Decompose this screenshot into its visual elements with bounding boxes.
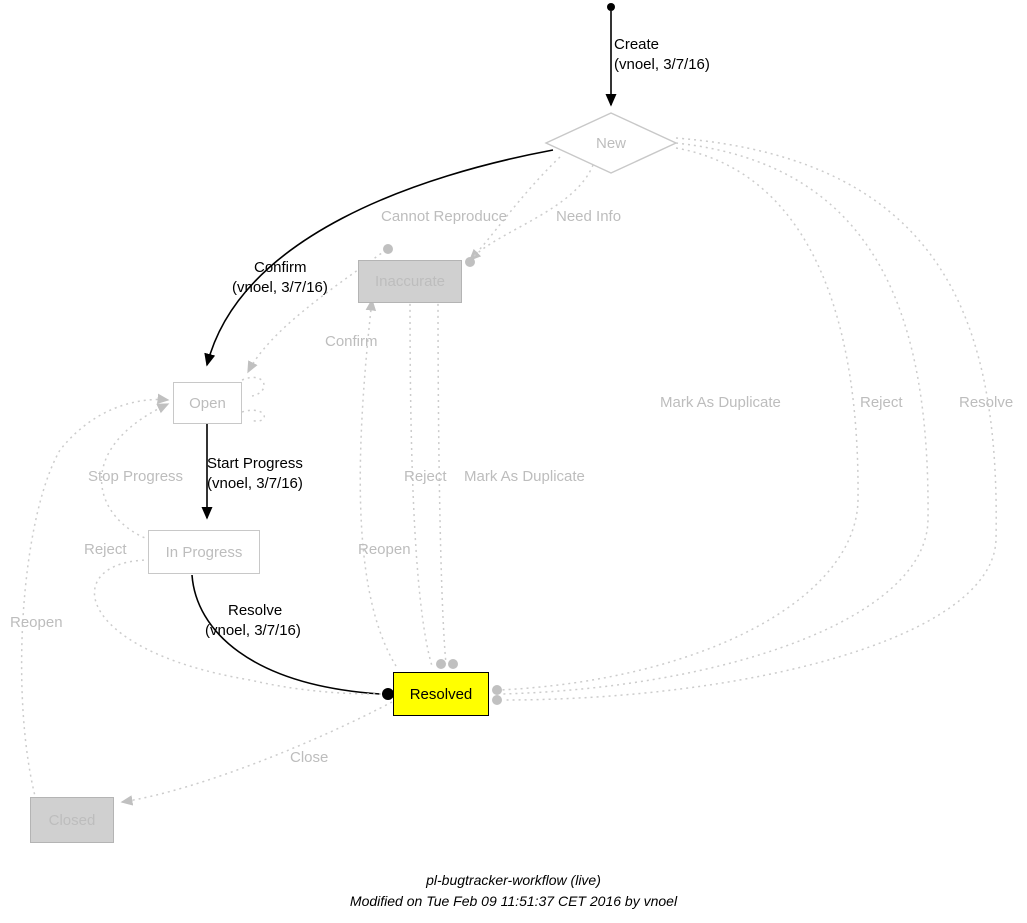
transition-reject-mid: Reject bbox=[404, 468, 447, 485]
transition-need-info: Need Info bbox=[556, 208, 622, 225]
node-new-text: New bbox=[595, 134, 626, 152]
edge-mark-as-duplicate-right bbox=[500, 148, 858, 690]
node-open-label: Open bbox=[189, 394, 226, 412]
transition-confirm-new-open-detail: (vnoel, 3/7/16) bbox=[232, 279, 328, 297]
node-closed-label: Closed bbox=[48, 811, 96, 829]
transition-resolve-main-label: Resolve bbox=[228, 602, 283, 619]
transition-reopen-left: Reopen bbox=[10, 614, 63, 631]
start-node bbox=[607, 3, 615, 11]
transition-confirm-new-open-label: Confirm bbox=[254, 259, 307, 276]
edge-open-loop-1 bbox=[242, 377, 264, 396]
transition-start-progress bbox=[207, 454, 303, 495]
node-closed[interactable] bbox=[30, 797, 114, 843]
transition-confirm-new-open bbox=[232, 258, 328, 299]
transition-create bbox=[614, 35, 710, 76]
transition-resolve-main-detail: (vnoel, 3/7/16) bbox=[205, 622, 301, 640]
transition-confirm-dim: Confirm bbox=[325, 333, 378, 350]
transition-resolve-main bbox=[205, 601, 301, 642]
transition-create-label: Create bbox=[614, 36, 660, 53]
diagram-title: pl-bugtracker-workflow (live) bbox=[426, 872, 601, 888]
transition-resolve-right: Resolve bbox=[959, 394, 1014, 411]
edge-reopen-mid bbox=[360, 300, 396, 666]
transition-reject-right: Reject bbox=[860, 394, 903, 411]
transition-close: Close bbox=[290, 749, 329, 766]
node-open[interactable] bbox=[173, 382, 242, 424]
transition-start-progress-label: Start Progress bbox=[207, 455, 303, 472]
transition-cannot-reproduce: Cannot Reproduce bbox=[381, 208, 507, 225]
transition-reject-left: Reject bbox=[84, 541, 127, 558]
transition-start-progress-detail: (vnoel, 3/7/16) bbox=[207, 475, 303, 493]
node-in-progress[interactable] bbox=[148, 530, 260, 574]
transition-reopen-mid: Reopen bbox=[358, 541, 411, 558]
node-inaccurate-label: Inaccurate bbox=[374, 273, 446, 290]
node-resolved[interactable] bbox=[393, 672, 489, 716]
node-in-progress-label: In Progress bbox=[165, 543, 243, 561]
edge-close bbox=[122, 702, 392, 802]
transition-stop-progress: Stop Progress bbox=[88, 468, 184, 485]
edge-reject-right bbox=[502, 143, 928, 694]
diagram-modified: Modified on Tue Feb 09 11:51:37 CET 2016 by vnoel bbox=[349, 893, 678, 909]
node-inaccurate[interactable] bbox=[358, 260, 462, 303]
transition-create-detail: (vnoel, 3/7/16) bbox=[614, 56, 710, 74]
node-new-label[interactable] bbox=[546, 113, 676, 173]
node-resolved-label: Resolved bbox=[409, 685, 473, 703]
transition-mark-as-duplicate-mid: Mark As Duplicate bbox=[464, 468, 585, 485]
transition-mark-as-duplicate-right: Mark As Duplicate bbox=[660, 394, 781, 411]
edge-open-loop-2 bbox=[242, 410, 264, 421]
